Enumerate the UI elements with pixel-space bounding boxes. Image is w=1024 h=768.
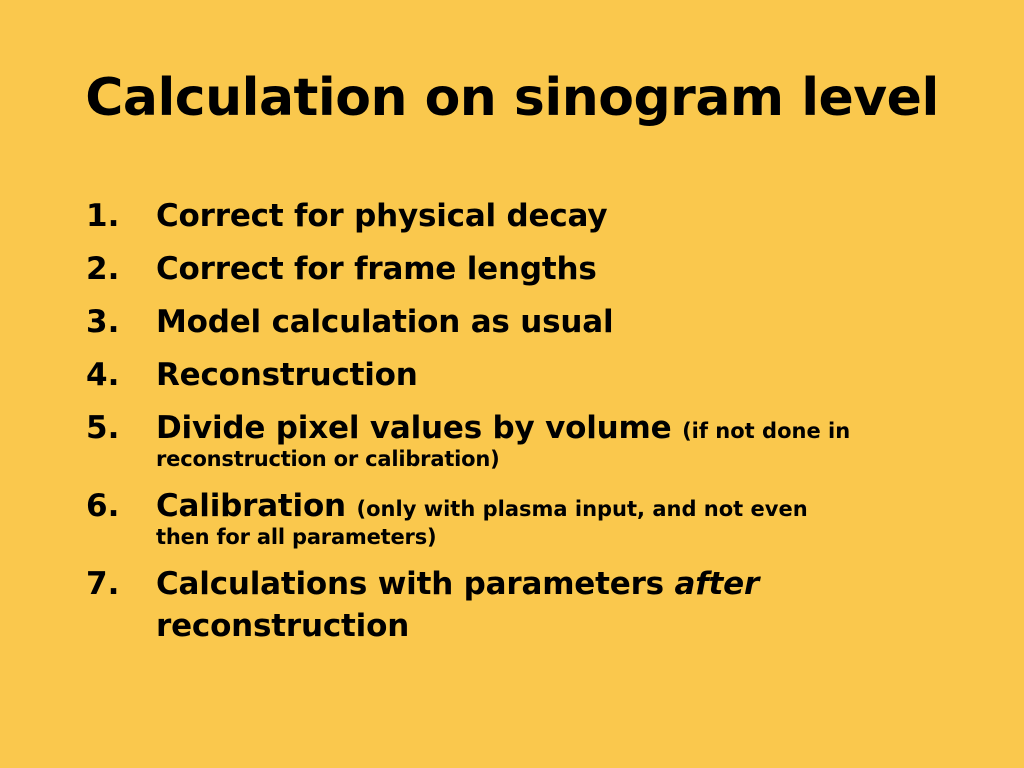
numbered-list — [86, 195, 946, 658]
list-item — [86, 485, 946, 552]
list-item — [86, 195, 946, 237]
item-text: Calibration — [156, 488, 346, 524]
item-number: 4. — [86, 357, 120, 393]
item-content — [156, 563, 946, 647]
list-item — [86, 354, 946, 396]
item-text: Correct for frame lengths — [156, 251, 597, 287]
list-item — [86, 248, 946, 290]
list-item — [86, 301, 946, 343]
item-number: 5. — [86, 410, 120, 446]
list-item — [86, 563, 946, 647]
item-text: Reconstruction — [156, 357, 418, 393]
item-number: 1. — [86, 198, 120, 234]
item-content — [156, 485, 946, 552]
item-number: 3. — [86, 304, 120, 340]
slide-title: Calculation on sinogram level — [85, 68, 939, 128]
item-note: (if not done in — [682, 419, 851, 443]
item-note: (only with plasma input, and not even — [356, 497, 808, 521]
item-note-continued: reconstruction or calibration) — [156, 447, 500, 471]
item-content — [156, 407, 946, 474]
item-emphasis: after — [674, 566, 760, 602]
item-text-continued: reconstruction — [156, 608, 410, 644]
item-text: Model calculation as usual — [156, 304, 614, 340]
item-text: Divide pixel values by volume — [156, 410, 672, 446]
item-note-continued: then for all parameters) — [156, 525, 437, 549]
item-text: Correct for physical decay — [156, 198, 608, 234]
item-number: 2. — [86, 251, 120, 287]
item-number: 6. — [86, 488, 120, 524]
item-text: Calculations with parameters — [156, 566, 664, 602]
list-item — [86, 407, 946, 474]
item-number: 7. — [86, 566, 120, 602]
